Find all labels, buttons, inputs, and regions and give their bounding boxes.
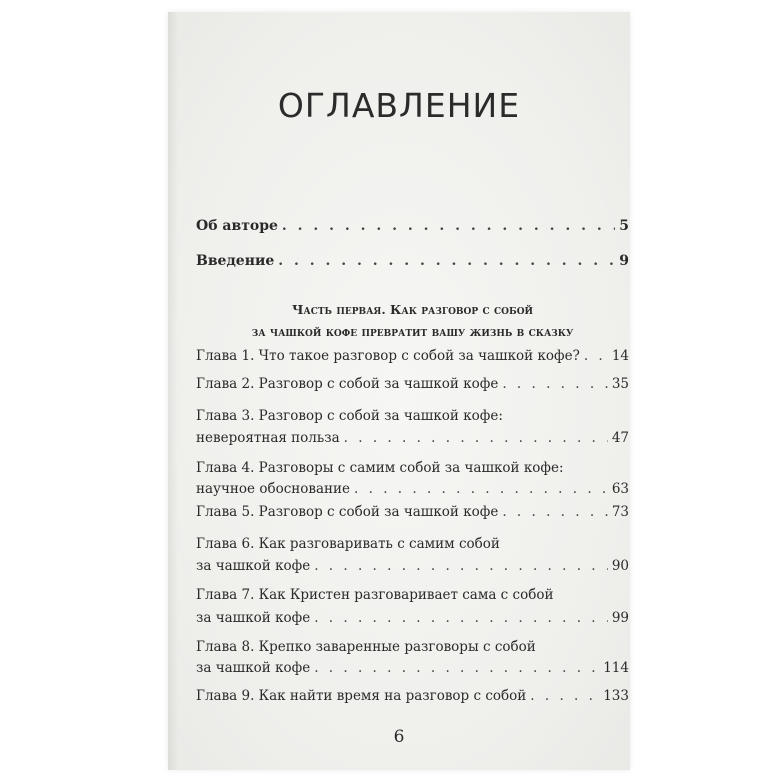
dot-leader (278, 253, 615, 269)
toc-entry-page: 114 (603, 660, 629, 676)
toc-entry-label: Глава 9. Как найти время на разговор с собой (196, 688, 527, 704)
dot-leader (502, 376, 607, 392)
toc-entry-label: Об авторе (196, 218, 278, 234)
toc-entry-chapter-4 (196, 481, 629, 497)
toc-entry-page: 5 (619, 218, 629, 234)
toc-entry-page: 14 (611, 348, 629, 364)
toc-entry-chapter-7-first-line: Глава 7. Как Кристен разговаривает сама с собой (196, 587, 554, 603)
page-title: ОГЛАВЛЕНИЕ (277, 86, 521, 125)
toc-entry-page: 73 (611, 504, 629, 520)
toc-entry-page: 63 (611, 481, 629, 497)
toc-entry-label: Введение (196, 253, 275, 269)
dot-leader (282, 218, 615, 234)
toc-entry-page: 90 (611, 558, 629, 574)
dot-leader (584, 348, 608, 364)
dot-leader (530, 688, 599, 704)
toc-entry-label: научное обоснование (196, 481, 351, 497)
toc-entry-chapter-8 (196, 660, 629, 676)
toc-entry-chapter-6-first-line: Глава 6. Как разговаривать с самим собой (196, 536, 500, 552)
toc-entry-chapter-9 (196, 688, 629, 704)
book-page (168, 12, 630, 770)
toc-entry-chapter-2 (196, 376, 629, 392)
dot-leader (314, 660, 599, 676)
page-number: 6 (393, 727, 405, 747)
toc-entry-about-author (196, 218, 629, 234)
dot-leader (502, 504, 607, 520)
toc-entry-chapter-6 (196, 558, 629, 574)
dot-leader (344, 430, 608, 446)
toc-entry-label: Глава 2. Разговор с собой за чашкой кофе (196, 376, 499, 392)
toc-entry-page: 99 (611, 610, 629, 626)
toc-entry-page: 133 (603, 688, 629, 704)
dot-leader (314, 610, 608, 626)
toc-entry-chapter-5 (196, 504, 629, 520)
dot-leader (314, 558, 608, 574)
part-heading-line-1: Часть первая. Как разговор с собой (291, 302, 534, 317)
toc-entry-page: 9 (619, 253, 629, 269)
toc-entry-label: за чашкой кофе (196, 558, 311, 574)
toc-entry-chapter-7 (196, 610, 629, 626)
toc-entry-chapter-1 (196, 348, 629, 364)
toc-entry-chapter-3-first-line: Глава 3. Разговор с собой за чашкой кофе: (196, 408, 503, 424)
dot-leader (354, 481, 608, 497)
toc-entry-label: невероятная польза (196, 430, 340, 446)
toc-entry-chapter-3 (196, 430, 629, 446)
toc-entry-label: за чашкой кофе (196, 660, 311, 676)
toc-entry-introduction (196, 253, 629, 269)
toc-entry-page: 47 (611, 430, 629, 446)
toc-entry-chapter-4-first-line: Глава 4. Разговоры с самим собой за чашкой кофе: (196, 460, 564, 476)
toc-entry-label: Глава 5. Разговор с собой за чашкой кофе (196, 504, 499, 520)
part-heading-line-2: за чашкой кофе превратит вашу жизнь в сказку (251, 324, 574, 339)
part-heading (196, 299, 629, 343)
toc-entry-page: 35 (611, 376, 629, 392)
toc-entry-label: Глава 1. Что такое разговор с собой за чашкой кофе? (196, 348, 580, 364)
toc-entry-label: за чашкой кофе (196, 610, 311, 626)
toc-entry-chapter-8-first-line: Глава 8. Крепко заваренные разговоры с собой (196, 639, 536, 655)
